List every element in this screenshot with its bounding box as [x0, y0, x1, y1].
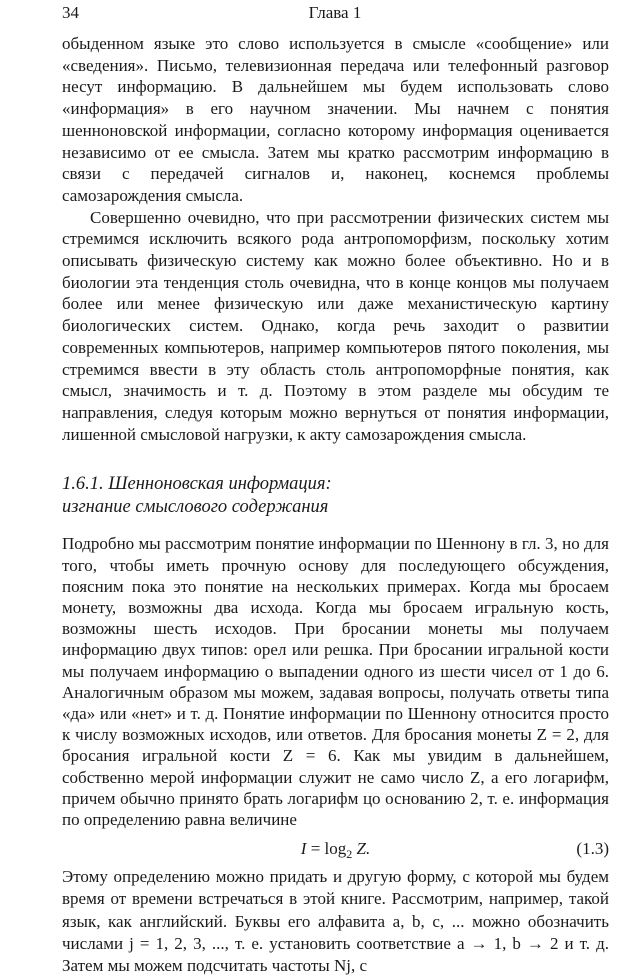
equation-operator: = [310, 839, 321, 859]
paragraph-4: Этому определению можно придать и другую форму, с которой мы будем время от времени встречаться в этой книге. Рассмотрим, например, такой язык, как английский. Буквы его алфавита a, b, c, ... можно обозначить числами j = 1, 2, 3, ..., т. е. установить соответствие a → 1, b → 2 и т. д. Затем мы можем подсчитать частоты Nj, с [62, 867, 609, 976]
equation-function: log [324, 839, 347, 859]
equation-log-base: 2 [346, 847, 353, 862]
section-heading [62, 473, 609, 519]
page-body [62, 33, 609, 977]
running-header [62, 3, 608, 25]
equation-number: (1.3) [576, 839, 609, 859]
paragraph-1: обыденном языке это слово используется в смысле «сообщение» или «сведения». Письмо, телевизионная передача или телефонный разговор несут информацию. В дальнейшем мы будем использовать слово «информация» в его научном значении. Мы начнем с понятия шенноновской информации, согласно которому информация оценивается независимо от ее смысла. Затем мы кратко рассмотрим информацию в связи с передачей сигналов и, наконец, коснемся проблемы самозарождения смысла. [62, 34, 609, 205]
equation-formula [62, 839, 609, 862]
chapter-title: Глава 1 [308, 3, 362, 22]
page-number: 34 [62, 3, 79, 22]
section-heading-line-2: изгнание смыслового содержания [62, 497, 329, 518]
equation-lhs: I [300, 839, 307, 859]
section-heading-line-1: 1.6.1. Шенноновская информация: [62, 474, 332, 495]
equation-argument: Z. [356, 839, 371, 859]
paragraph-3: Подробно мы рассмотрим понятие информации по Шеннону в гл. 3, но для того, чтобы иметь прочную основу для последующего обсуждения, поясним пока это понятие на нескольких примерах. Когда мы бросаем монету, возможны два исхода. Когда мы бросаем игральную кость, возможны шесть исходов. При бросании монеты мы получаем информацию двух типов: орел или решка. При бросании игральной кости мы получаем информацию о выпадении одного из шести чисел от 1 до 6. Аналогичным образом мы можем, задавая вопросы, получать ответы типа «да» или «нет» и т. д. Понятие информации по Шеннону относится просто к числу возможных исходов, или ответов. Для бросания монеты Z = 2, для бросания игральной кости Z = 6. Как мы увидим в дальнейшем, собственно мерой информации служит не само число Z, а его логарифм, причем обычно принято брать логарифм цо основанию 2, т. е. информация по определению равна величине [62, 534, 609, 829]
equation-1-3 [62, 831, 609, 865]
paragraph-2: Совершенно очевидно, что при рассмотрении физических систем мы стремимся исключить всякого рода антропоморфизм, поскольку хотим описывать физическую систему как можно более объективно. Но и в биологии эта тенденция столь очевидна, что в конце концов мы получаем более или менее физическую или даже механистическую картину биологических систем. Однако, когда речь заходит о развитии современных компьютеров, например компьютеров пятого поколения, мы стремимся ввести в эту область столь антропоморфные понятия, как смысл, значимость и т. д. Поэтому в этом разделе мы обсудим те направления, следуя которым можно вернуться от понятия информации, лишенной смысловой нагрузки, к акту самозарождения смысла. [62, 207, 609, 444]
